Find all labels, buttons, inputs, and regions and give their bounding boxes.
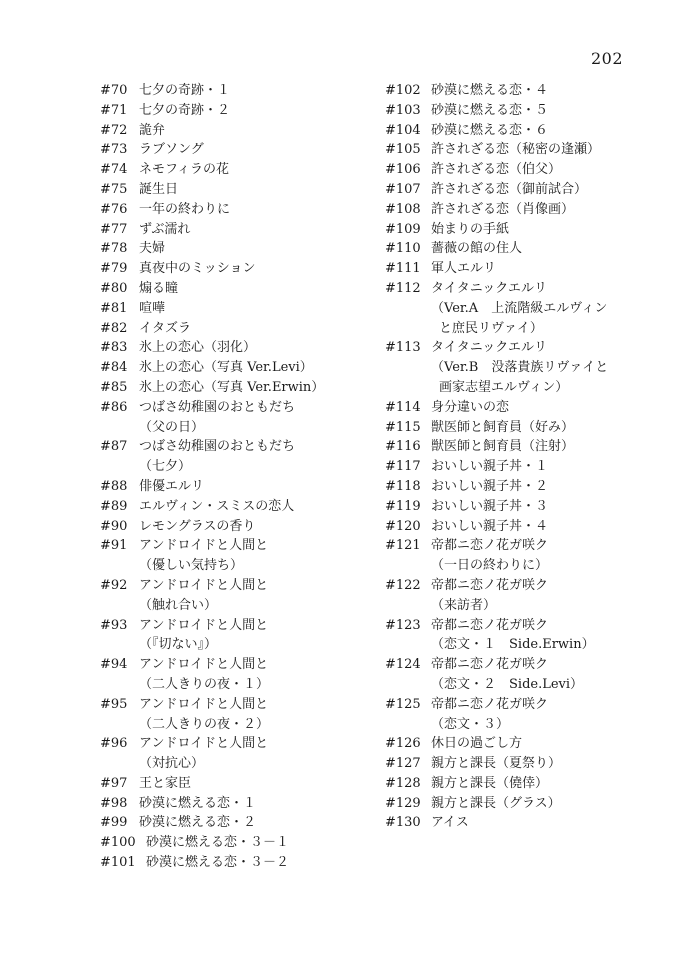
toc-entry xyxy=(100,437,360,477)
entry-title xyxy=(100,734,360,774)
entry-title xyxy=(385,754,645,774)
entry-title-line: 許されざる恋（伯父） xyxy=(431,162,562,178)
toc-entry xyxy=(100,239,360,259)
entry-title-line: レモングラスの香り xyxy=(139,518,256,534)
entry-title-line: おいしい親子丼・２ xyxy=(431,478,549,494)
toc-entry xyxy=(385,121,645,141)
entry-number: #88 xyxy=(100,478,128,494)
toc-entry xyxy=(385,259,645,279)
entry-title-line: 帝都ニ恋ノ花ガ咲ク xyxy=(431,577,549,593)
toc-entry xyxy=(385,239,645,259)
toc-entry xyxy=(385,794,645,814)
entry-title xyxy=(385,477,645,497)
entry-title-line: 砂漠に燃える恋・３－１ xyxy=(146,835,290,851)
entry-title-line: 休日の過ごし方 xyxy=(431,736,523,752)
entry-title-line: 喧嘩 xyxy=(139,300,166,316)
entry-title-line: 獣医師と飼育員（注射） xyxy=(431,439,575,455)
entry-number: #71 xyxy=(100,102,128,118)
entry-title xyxy=(100,853,360,873)
toc-entry xyxy=(100,101,360,121)
toc-entry xyxy=(100,853,360,873)
entry-number: #116 xyxy=(385,439,421,455)
entry-number: #102 xyxy=(385,83,421,98)
entry-title xyxy=(100,517,360,537)
entry-title xyxy=(100,813,360,833)
entry-title xyxy=(100,655,360,695)
entry-subtitle-line: （優しい気持ち） xyxy=(139,558,244,574)
entry-title xyxy=(385,160,645,180)
entry-number: #108 xyxy=(385,201,421,217)
entry-number: #106 xyxy=(385,162,421,178)
entry-number: #110 xyxy=(385,241,421,257)
entry-title xyxy=(385,813,645,833)
entry-number: #130 xyxy=(385,815,421,831)
entry-number: #87 xyxy=(100,439,128,455)
toc-entry xyxy=(100,497,360,517)
toc-entry xyxy=(100,794,360,814)
entry-title-line: エルヴィン・スミスの恋人 xyxy=(139,498,295,514)
entry-subtitle-line: （Ver.A 上流階級エルヴィン xyxy=(431,300,608,316)
entry-title-line: 七夕の奇跡・１ xyxy=(139,83,231,98)
entry-number: #122 xyxy=(385,577,421,593)
entry-title xyxy=(385,140,645,160)
toc-entry xyxy=(385,813,645,833)
toc-entry xyxy=(385,437,645,457)
entry-number: #91 xyxy=(100,538,128,554)
entry-number: #113 xyxy=(385,340,421,356)
entry-number: #80 xyxy=(100,280,128,296)
entry-title xyxy=(385,517,645,537)
toc-entry xyxy=(385,754,645,774)
entry-title-line: 帝都ニ恋ノ花ガ咲ク xyxy=(431,617,549,633)
entry-title-line: おいしい親子丼・４ xyxy=(431,518,549,534)
toc-entry xyxy=(100,160,360,180)
toc-entry xyxy=(385,140,645,160)
toc-entry xyxy=(385,338,645,397)
entry-title xyxy=(100,81,360,101)
entry-title-line: アンドロイドと人間と xyxy=(139,736,269,752)
entry-number: #114 xyxy=(385,399,421,415)
entry-subtitle-line: （二人きりの夜・２） xyxy=(139,716,270,732)
toc-entry xyxy=(100,180,360,200)
entry-title-line: アンドロイドと人間と xyxy=(139,577,269,593)
entry-number: #121 xyxy=(385,538,421,554)
entry-number: #70 xyxy=(100,83,128,98)
entry-title-line: 一年の終わりに xyxy=(139,201,231,217)
toc-entry xyxy=(100,774,360,794)
entry-title xyxy=(385,655,645,695)
entry-title-line: 氷上の恋心（写真 Ver.Erwin） xyxy=(139,379,325,395)
entry-number: #75 xyxy=(100,181,128,197)
toc-entry xyxy=(385,695,645,735)
entry-number: #111 xyxy=(385,261,421,277)
entry-number: #125 xyxy=(385,696,421,712)
entry-number: #77 xyxy=(100,221,128,237)
entry-title-line: 砂漠に燃える恋・１ xyxy=(139,795,257,811)
entry-number: #86 xyxy=(100,399,128,415)
entry-title-line: 詭弁 xyxy=(139,122,166,138)
entry-subtitle-line: （触れ合い） xyxy=(139,597,218,613)
entry-subtitle-line: （恋文・３） xyxy=(431,716,510,732)
toc-entry xyxy=(100,477,360,497)
toc-left-column xyxy=(100,81,360,873)
entry-title-line: 砂漠に燃える恋・３－２ xyxy=(146,855,290,871)
entry-title-line: 獣医師と飼育員（好み） xyxy=(431,419,575,435)
entry-title-line: 俳優エルリ xyxy=(139,478,205,494)
entry-title xyxy=(385,121,645,141)
toc-entry xyxy=(100,200,360,220)
entry-number: #89 xyxy=(100,498,128,514)
entry-number: #74 xyxy=(100,162,128,178)
entry-number: #128 xyxy=(385,775,421,791)
entry-subtitle-line: （七夕） xyxy=(139,459,192,475)
entry-title-line: 軍人エルリ xyxy=(431,261,497,277)
entry-title xyxy=(100,338,360,358)
toc-entry xyxy=(100,813,360,833)
toc-entry xyxy=(385,160,645,180)
toc-entry xyxy=(385,418,645,438)
entry-number: #105 xyxy=(385,142,421,158)
entry-title xyxy=(100,378,360,398)
entry-title xyxy=(385,101,645,121)
entry-subtitle-line: （一日の終わりに） xyxy=(431,558,549,574)
entry-title-line: 砂漠に燃える恋・２ xyxy=(139,815,257,831)
entry-title xyxy=(385,734,645,754)
entry-title-line: 煽る瞳 xyxy=(139,280,179,296)
entry-number: #79 xyxy=(100,261,128,277)
entry-title-line: ネモフィラの花 xyxy=(139,162,229,178)
entry-title xyxy=(100,794,360,814)
toc-entry xyxy=(100,378,360,398)
entry-title xyxy=(100,180,360,200)
entry-title xyxy=(100,160,360,180)
entry-title xyxy=(100,833,360,853)
entry-title-line: 帝都ニ恋ノ花ガ咲ク xyxy=(431,657,549,673)
entry-title xyxy=(385,794,645,814)
toc-entry xyxy=(385,101,645,121)
toc-right-column xyxy=(385,81,645,833)
entry-title xyxy=(385,497,645,517)
toc-entry xyxy=(100,695,360,735)
entry-number: #124 xyxy=(385,657,421,673)
entry-title xyxy=(100,437,360,477)
entry-title xyxy=(385,437,645,457)
toc-entry xyxy=(385,774,645,794)
entry-subtitle-line: 画家志望エルヴィン） xyxy=(439,379,569,395)
entry-title xyxy=(100,477,360,497)
toc-entry xyxy=(385,497,645,517)
toc-entry xyxy=(385,200,645,220)
entry-title xyxy=(385,338,645,397)
toc-entry xyxy=(385,457,645,477)
toc-entry xyxy=(385,517,645,537)
entry-number: #127 xyxy=(385,756,421,772)
toc-entry xyxy=(100,81,360,101)
toc-entry xyxy=(100,259,360,279)
toc-entry xyxy=(100,398,360,438)
entry-title-line: 許されざる恋（御前試合） xyxy=(431,181,588,197)
entry-title-line: 氷上の恋心（写真 Ver.Levi） xyxy=(139,360,313,376)
entry-title xyxy=(100,200,360,220)
entry-number: #95 xyxy=(100,696,128,712)
entry-title-line: 親方と課長（僥倖） xyxy=(431,775,549,791)
toc-entry xyxy=(100,299,360,319)
entry-title xyxy=(385,259,645,279)
entry-number: #99 xyxy=(100,815,128,831)
entry-title xyxy=(100,121,360,141)
entry-title xyxy=(100,774,360,794)
entry-title-line: 帝都ニ恋ノ花ガ咲ク xyxy=(431,538,549,554)
toc-entry xyxy=(385,536,645,576)
entry-title xyxy=(100,616,360,656)
entry-number: #120 xyxy=(385,518,421,534)
toc-entry xyxy=(100,220,360,240)
entry-number: #107 xyxy=(385,181,421,197)
entry-title xyxy=(385,200,645,220)
entry-title-line: アンドロイドと人間と xyxy=(139,657,269,673)
toc-entry xyxy=(385,616,645,656)
entry-number: #90 xyxy=(100,518,128,534)
toc-entry xyxy=(100,655,360,695)
entry-number: #104 xyxy=(385,122,421,138)
toc-entry xyxy=(385,734,645,754)
entry-number: #85 xyxy=(100,379,128,395)
entry-number: #98 xyxy=(100,795,128,811)
entry-number: #92 xyxy=(100,577,128,593)
entry-subtitle-line: （対抗心） xyxy=(139,756,205,772)
entry-title-line: ずぶ濡れ xyxy=(139,221,191,237)
entry-title xyxy=(100,497,360,517)
entry-number: #126 xyxy=(385,736,421,752)
page-number: 202 xyxy=(590,49,623,68)
entry-title xyxy=(385,616,645,656)
entry-title xyxy=(385,239,645,259)
entry-title-line: アンドロイドと人間と xyxy=(139,538,269,554)
entry-number: #117 xyxy=(385,459,421,475)
entry-title xyxy=(385,774,645,794)
toc-entry xyxy=(385,81,645,101)
entry-subtitle-line: （恋文・２ Side.Levi） xyxy=(431,676,584,692)
entry-title xyxy=(100,101,360,121)
entry-title-line: タイタニックエルリ xyxy=(431,280,547,296)
toc-entry xyxy=(100,140,360,160)
entry-number: #84 xyxy=(100,360,128,376)
toc-entry xyxy=(100,279,360,299)
entry-title xyxy=(385,398,645,418)
entry-subtitle-line: （『切ない』） xyxy=(139,637,218,653)
entry-title-line: 親方と課長（グラス） xyxy=(431,795,561,811)
entry-title xyxy=(100,239,360,259)
entry-number: #101 xyxy=(100,855,136,871)
entry-number: #96 xyxy=(100,736,128,752)
entry-number: #119 xyxy=(385,498,421,514)
entry-title-line: つばさ幼稚園のおともだち xyxy=(139,439,296,455)
entry-number: #109 xyxy=(385,221,421,237)
entry-title-line: アンドロイドと人間と xyxy=(139,617,269,633)
entry-title xyxy=(100,536,360,576)
toc-entry xyxy=(385,576,645,616)
entry-number: #97 xyxy=(100,775,128,791)
entry-title xyxy=(100,319,360,339)
toc-entry xyxy=(385,220,645,240)
entry-number: #115 xyxy=(385,419,421,435)
entry-title xyxy=(385,279,645,338)
entry-title-line: 薔薇の館の住人 xyxy=(431,241,523,257)
entry-number: #76 xyxy=(100,201,128,217)
toc-entry xyxy=(100,121,360,141)
entry-title-line: 砂漠に燃える恋・６ xyxy=(431,122,549,138)
entry-title-line: アンドロイドと人間と xyxy=(139,696,269,712)
toc-entry xyxy=(385,279,645,338)
entry-title xyxy=(100,695,360,735)
entry-title xyxy=(100,259,360,279)
entry-title xyxy=(100,358,360,378)
entry-number: #94 xyxy=(100,657,128,673)
entry-number: #73 xyxy=(100,142,128,158)
entry-title-line: 夫婦 xyxy=(139,241,166,257)
entry-title xyxy=(100,398,360,438)
entry-subtitle-line: （父の日） xyxy=(139,419,205,435)
entry-title-line: 真夜中のミッション xyxy=(139,261,256,277)
entry-title xyxy=(385,536,645,576)
toc-entry xyxy=(385,477,645,497)
entry-title xyxy=(385,576,645,616)
entry-title xyxy=(385,81,645,101)
toc-entry xyxy=(100,833,360,853)
entry-title-line: 帝都ニ恋ノ花ガ咲ク xyxy=(431,696,549,712)
entry-number: #78 xyxy=(100,241,128,257)
toc-entry xyxy=(385,398,645,418)
entry-title-line: 砂漠に燃える恋・４ xyxy=(431,83,549,98)
entry-subtitle-line: （二人きりの夜・１） xyxy=(139,676,270,692)
entry-title-line: タイタニックエルリ xyxy=(431,340,547,356)
entry-title-line: 許されざる恋（秘密の逢瀬） xyxy=(431,142,601,158)
entry-title-line: アイス xyxy=(431,815,469,831)
toc-entry xyxy=(100,517,360,537)
entry-number: #123 xyxy=(385,617,421,633)
entry-title-line: 七夕の奇跡・２ xyxy=(139,102,231,118)
entry-title-line: 誕生日 xyxy=(139,181,179,197)
entry-title-line: 身分違いの恋 xyxy=(431,399,510,415)
entry-title-line: 王と家臣 xyxy=(139,775,192,791)
entry-number: #82 xyxy=(100,320,128,336)
entry-title xyxy=(100,220,360,240)
entry-subtitle-line: （来訪者） xyxy=(431,597,497,613)
entry-number: #118 xyxy=(385,478,421,494)
entry-number: #83 xyxy=(100,340,128,356)
toc-entry xyxy=(385,180,645,200)
entry-subtitle-line: （Ver.B 没落貴族リヴァイと xyxy=(431,360,609,376)
entry-title xyxy=(100,279,360,299)
entry-title-line: 親方と課長（夏祭り） xyxy=(431,756,562,772)
entry-title-line: 砂漠に燃える恋・５ xyxy=(431,102,549,118)
entry-number: #129 xyxy=(385,795,421,811)
entry-title-line: おいしい親子丼・１ xyxy=(431,459,549,475)
entry-title-line: イタズラ xyxy=(139,320,192,336)
entry-title-line: 始まりの手紙 xyxy=(431,221,510,237)
entry-title xyxy=(385,695,645,735)
entry-subtitle-line: と庶民リヴァイ） xyxy=(439,320,543,336)
entry-number: #93 xyxy=(100,617,128,633)
toc-entry xyxy=(100,616,360,656)
entry-number: #100 xyxy=(100,835,136,851)
entry-title xyxy=(385,180,645,200)
toc-entry xyxy=(100,576,360,616)
entry-title xyxy=(385,418,645,438)
toc-entry xyxy=(100,319,360,339)
entry-title xyxy=(385,457,645,477)
entry-number: #81 xyxy=(100,300,128,316)
entry-title-line: ラブソング xyxy=(139,142,204,158)
toc-entry xyxy=(100,338,360,358)
entry-title-line: 氷上の恋心（羽化） xyxy=(139,340,257,356)
entry-subtitle-line: （恋文・１ Side.Erwin） xyxy=(431,637,595,653)
entry-title xyxy=(385,220,645,240)
entry-title-line: つばさ幼稚園のおともだち xyxy=(139,399,296,415)
toc-entry xyxy=(100,536,360,576)
entry-number: #112 xyxy=(385,280,421,296)
entry-number: #72 xyxy=(100,122,128,138)
toc-entry xyxy=(100,734,360,774)
entry-title xyxy=(100,140,360,160)
toc-entry xyxy=(385,655,645,695)
entry-number: #103 xyxy=(385,102,421,118)
entry-title xyxy=(100,576,360,616)
entry-title-line: 許されざる恋（肖像画） xyxy=(431,201,575,217)
toc-entry xyxy=(100,358,360,378)
entry-title-line: おいしい親子丼・３ xyxy=(431,498,549,514)
entry-title xyxy=(100,299,360,319)
